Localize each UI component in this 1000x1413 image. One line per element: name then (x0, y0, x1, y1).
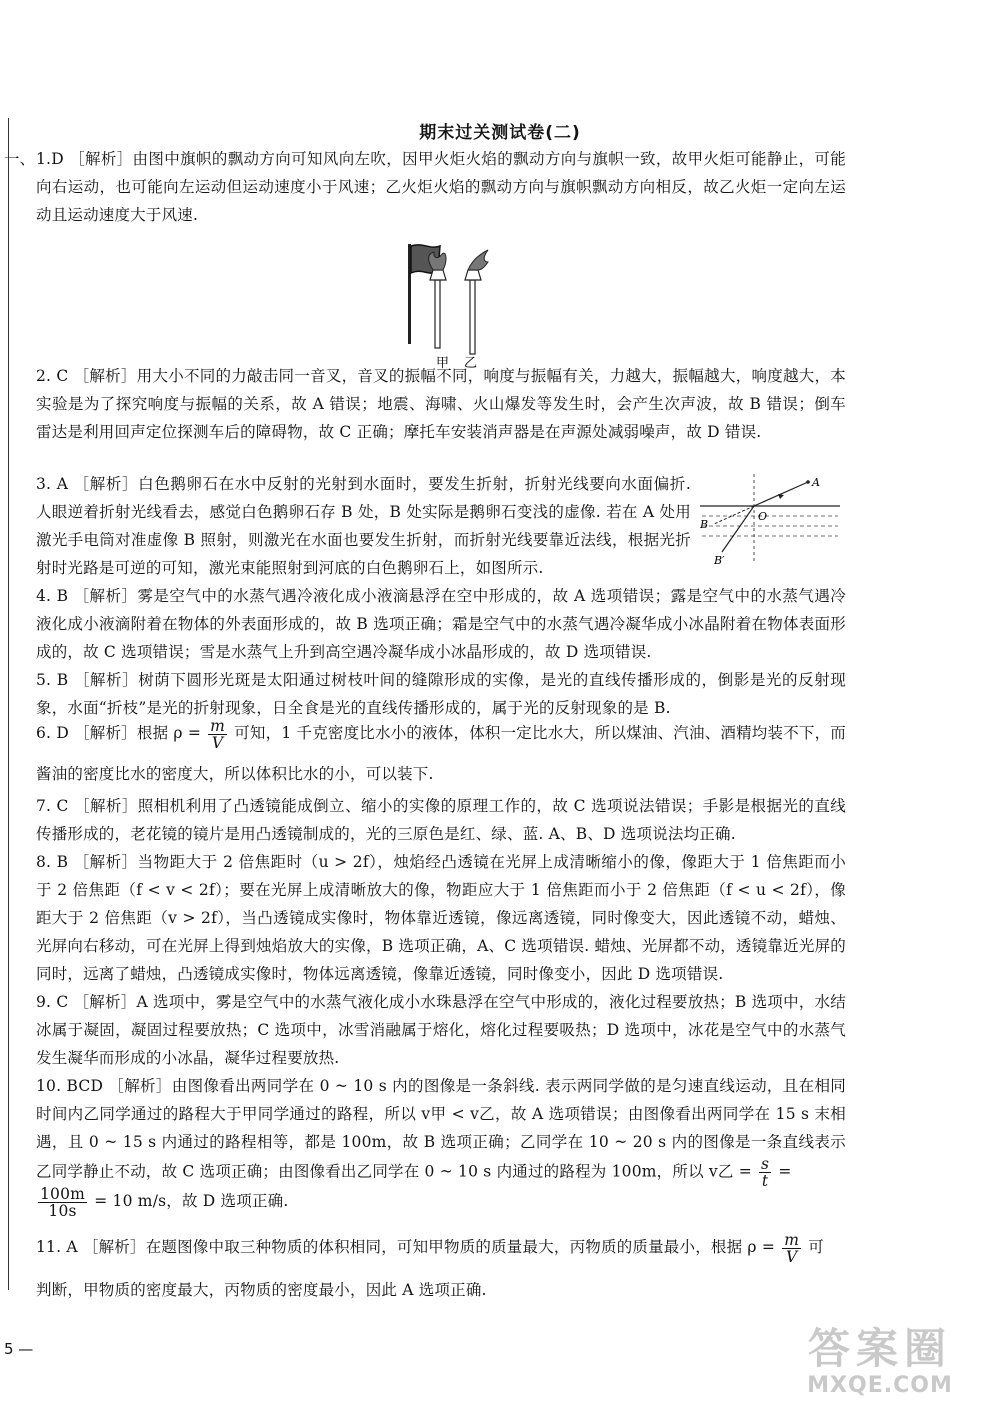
fraction-numerator: m (784, 1230, 800, 1249)
fraction-numerator: s (761, 1155, 770, 1173)
point-o-label: O (758, 510, 768, 523)
fraction-denominator: V (785, 1247, 798, 1266)
torch-label-b: 乙 (464, 356, 478, 370)
question-10-line-final (36, 1184, 846, 1219)
fraction-numerator: m (210, 716, 226, 735)
watermark-text: 答案圈 (807, 1324, 952, 1373)
watermark-url: MXQE.COM (807, 1373, 953, 1398)
fraction-denominator: t (761, 1172, 769, 1190)
density-fraction-q11 (782, 1232, 801, 1265)
question-4: 4. B ［解析］雾是空气中的水蒸气遇冷液化成小液滴悬浮在空中形成的，故 A 选项错误；露是空气中的水蒸气遇冷液化成小液滴附着在物体的外表面形成的，故 B 选项正确；霜是空气中的水蒸气遇冷凝华成小冰晶附着在物体表面形成的，故 C 选项错误；雪是水蒸气上升到高空遇冷凝华成小冰晶形成的，故 D 选项错误. (36, 587, 846, 661)
question-11-text-pre: 11. A ［解析］在题图像中取三种物质的体积相同，可知甲物质的质量最大，丙物质的质量最小，根据 ρ = (36, 1238, 776, 1256)
question-10-text: 10. BCD ［解析］由图像看出两同学在 0 ~ 10 s 内的图像是一条斜线. 表示两同学做的是匀速直线运动，且在相同时间内乙同学通过的路程大于甲同学通过的路程，所以 v甲 < v乙，故 A 选项错误；由图像看出两同学在 15 s 末相遇，且 0 ~ 15 s 内通过的路程相等，都是 100m，故 B 选项正确；乙同学在 10 ~ 20 s 内的图像是一条直线表示乙同学静止不动，故 C 选项正确；由图像看出乙同学在 0 ~ 10 s 内通过的路程为 100m，所以 v乙 = (36, 1077, 846, 1181)
question-6-text-post: 可知，1 千克密度比水小的液体，体积一定比水大，所以煤油、汽油、酒精均装不下，而 (234, 724, 847, 742)
question-1-text: D ［解析］由图中旗帜的飘动方向可知风向左吹，因甲火炬火焰的飘动方向与旗帜一致，故甲火炬可能静止，可能向右运动，也可能向左运动但运动速度小于风速；乙火炬火焰的飘动方向与旗帜飘动方向相反，故乙火炬一定向左运动且运动速度大于风速. (36, 150, 846, 224)
torch-label-a: 甲 (436, 356, 450, 370)
question-6-text-pre: 6. D ［解析］根据 ρ = (36, 724, 202, 742)
watermark-logo (780, 1325, 980, 1405)
question-6-line-2: 酱油的密度比水的密度大，所以体积比水的小，可以装下. (36, 765, 434, 783)
question-2: 2. C ［解析］用大小不同的力敲击同一音叉，音叉的振幅不同，响度与振幅有关，力越大，振幅越大，响度越大，本实验是为了探究响度与振幅的关系，故 A 错误；地震、海啸、火山爆发等发生时，会产生次声波，故 B 错误；倒车雷达是利用回声定位探测车后的障碍物，故 C 正确；摩托车安装消声器是在声源处减弱噪声，故 D 错误. (36, 367, 846, 441)
question-10-text-post: = 10 m/s，故 D 选项正确. (94, 1192, 289, 1210)
page-number: 5 — (4, 1340, 34, 1358)
point-b-prime-label: B′ (714, 554, 725, 567)
question-3: 3. A ［解析］白色鹅卵石在水中反射的光射到水面时，要发生折射，折射光线要向水面偏折. 人眼逆着折射光线看去，感觉白色鹅卵石存 B 处，B 处实际是鹅卵石变浅的虚像. 若在 A 处用激光手电筒对准虚像 B 照射，则激光在水面也要发生折射，而折射光线要靠近法线，根据光折射时光路是可逆的可知，激光束能照射到河底的白色鹅卵石上，如图所示. (36, 475, 691, 577)
point-b-label: B (700, 518, 709, 531)
question-11-line-2: 判断，甲物质的密度最大，丙物质的密度最小，因此 A 选项正确. (36, 1281, 487, 1299)
question-7: 7. C ［解析］照相机利用了凸透镜能成倒立、缩小的实像的原理工作的，故 C 选项说法错误；手影是根据光的直线传播形成的，老花镜的镜片是用凸透镜制成的，光的三原色是红、绿、蓝. A、B、D 选项说法均正确. (36, 797, 846, 843)
page-title: 期末过关测试卷(二) (419, 123, 581, 143)
question-8: 8. B ［解析］当物距大于 2 倍焦距时（u > 2f），烛焰经凸透镜在光屏上成清晰缩小的像，像距大于 1 倍焦距而小于 2 倍焦距（f < v < 2f）；要在光屏上成清晰放大的像，物距应大于 1 倍焦距而小于 2 倍焦距（f < u < 2f），像距大于 2 倍焦距（v > 2f），当凸透镜成实像时，物体靠近透镜，像远离透镜，同时像变大，因此透镜不动，蜡烛、光屏向右移动，可在光屏上得到烛焰放大的实像，B 选项正确，A、C 选项错误. 蜡烛、光屏都不动，透镜靠近光屏的同时，远离了蜡烛，凸透镜成实像时，物体远离透镜，像靠近透镜，同时像变小，因此 D 选项错误. (36, 853, 846, 983)
refraction-diagram (700, 470, 845, 568)
fraction-denominator: 10s (48, 1201, 77, 1220)
question-10 (36, 1072, 846, 1189)
question-11 (36, 1230, 846, 1265)
point-a-label: A (812, 476, 820, 489)
section-number: 一、 (4, 150, 36, 168)
equals-sign: = (778, 1162, 792, 1181)
question-1 (36, 145, 846, 229)
question-6 (36, 716, 846, 751)
speed-fraction-values (38, 1186, 87, 1219)
fraction-denominator: V (211, 733, 224, 752)
flag-torch-figure (378, 240, 508, 370)
left-margin-rule (8, 118, 9, 1290)
density-fraction-q6 (208, 718, 227, 751)
question-11-text-post: 可 (808, 1238, 824, 1256)
question-9: 9. C ［解析］A 选项中，雾是空气中的水蒸气液化成小水珠悬浮在空气中形成的，液化过程要放热；B 选项中，水结冰属于凝固，凝固过程要放热；C 选项中，冰雪消融属于熔化，熔化过程要吸热；D 选项中，冰花是空气中的水蒸气发生凝华而形成的小冰晶，凝华过程要放热. (36, 993, 846, 1067)
fraction-numerator: 100m (40, 1184, 86, 1203)
question-1-number: 1. (36, 150, 52, 168)
question-5: 5. B ［解析］树荫下圆形光斑是太阳通过树枝叶间的缝隙形成的实像，是光的直线传播形成的，倒影是光的反射现象，水面“折枝”是光的折射现象，日全食是光的直线传播形成的，属于光的反射现象的是 B. (36, 671, 846, 717)
